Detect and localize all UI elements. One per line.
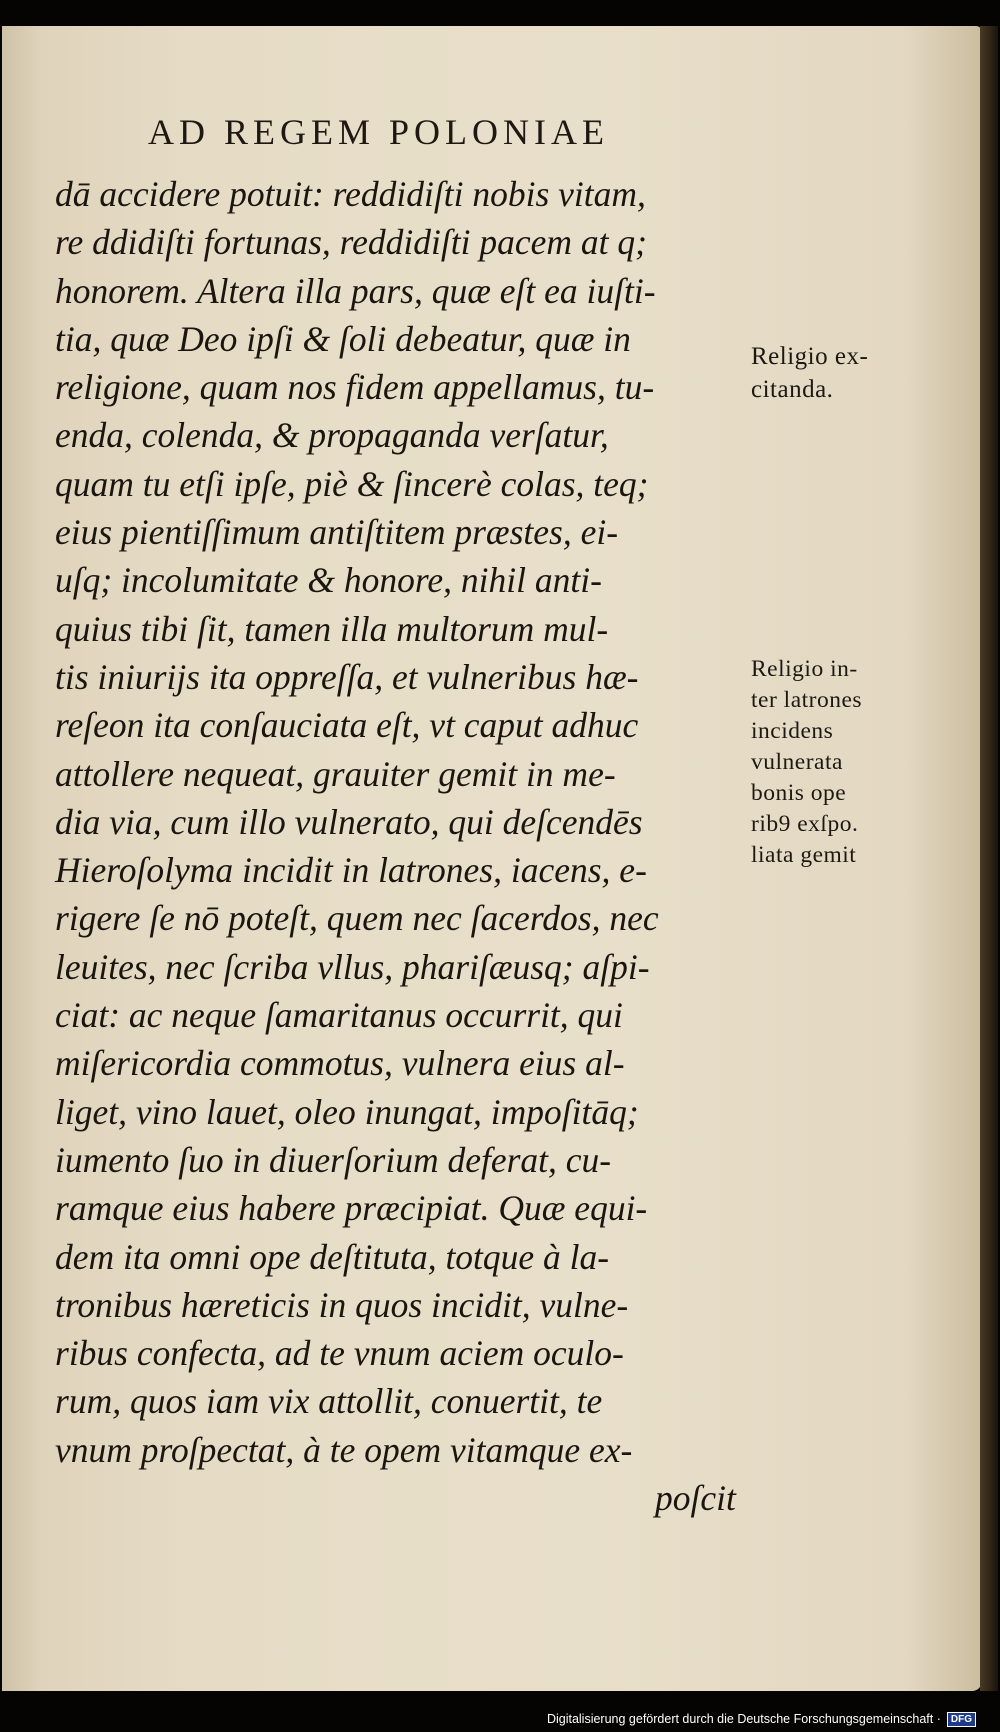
text-line: uſq; incolumitate & honore, nihil anti- <box>55 560 602 601</box>
text-line: attollere nequeat, grauiter gemit in me- <box>55 753 616 794</box>
text-line: tis iniurijs ita oppreſſa, et vulneribus hæ- <box>55 656 639 697</box>
text-line: rigere ſe nō poteſt, quem nec ſacerdos, nec <box>55 898 659 939</box>
text-line: vnum proſpectat, à te opem vitamque ex- <box>55 1429 633 1470</box>
text-line: ramque eius habere præcipiat. Quæ equi- <box>55 1188 648 1229</box>
text-line: rum, quos iam vix attollit, conuertit, te <box>55 1381 603 1422</box>
text-line: eius pientiſſimum antiſtitem præstes, ei- <box>55 512 619 553</box>
text-line: tronibus hæreticis in quos incidit, vulne- <box>55 1284 629 1325</box>
text-line: dem ita omni ope deſtituta, totque à la- <box>55 1236 610 1277</box>
text-line: tia, quæ Deo ipſi & ſoli debeatur, quæ in <box>55 318 631 359</box>
margin-note-line: rib9 exſpo. <box>751 811 859 837</box>
text-line: enda, colenda, & propaganda verſatur, <box>55 415 609 456</box>
margin-note-line: Religio in- <box>751 656 858 682</box>
text-line: Hieroſolyma incidit in latrones, iacens, e- <box>55 850 647 891</box>
catchword: poſcit <box>655 1478 736 1519</box>
text-line: dia via, cum illo vulnerato, qui deſcendēs <box>55 801 643 842</box>
margin-note-line: bonis ope <box>751 780 847 806</box>
margin-note-line: Religio ex- <box>751 343 869 370</box>
text-line: religione, quam nos fidem appellamus, tu- <box>55 367 655 408</box>
margin-note-religio-inter-latrones <box>751 654 862 871</box>
margin-note-line: liata gemit <box>751 842 857 868</box>
text-line: miſericordia commotus, vulnera eius al- <box>55 1043 625 1084</box>
text-line: ciat: ac neque ſamaritanus occurrit, qui <box>55 995 623 1036</box>
funding-credit-text: Digitalisierung gefördert durch die Deutsche Forschungsgemeinschaft · <box>546 1712 941 1726</box>
funding-credit <box>547 1708 976 1730</box>
text-line: honorem. Altera illa pars, quæ eſt ea iuſti- <box>55 270 656 311</box>
dfg-logo-icon: DFG <box>947 1712 976 1727</box>
text-line: dā accidere potuit: reddidiſti nobis vitam, <box>55 174 646 214</box>
margin-note-line: incidens <box>751 718 834 744</box>
text-line: iumento ſuo in diuerſorium deferat, cu- <box>55 1139 612 1180</box>
margin-note-line: vulnerata <box>751 749 843 775</box>
text-line: leuites, nec ſcriba vllus, phariſæusq; aſpi- <box>55 946 650 987</box>
text-line: re ddidiſti fortunas, reddidiſti pacem at q; <box>55 222 647 263</box>
running-title: AD REGEM POLONIAE <box>148 112 609 152</box>
page-edge <box>980 26 998 1691</box>
text-line: reſeon ita conſauciata eſt, vt caput adhuc <box>55 705 639 746</box>
text-line: liget, vino lauet, oleo inungat, impoſitāq; <box>55 1091 639 1132</box>
margin-note-line: citanda. <box>751 376 834 403</box>
margin-note-religio-excitanda <box>751 340 868 406</box>
margin-note-line: ter latrones <box>751 687 863 713</box>
body-text <box>55 170 755 1522</box>
text-line: quam tu etſi ipſe, piè & ſincerè colas, teq; <box>55 463 649 504</box>
text-line: ribus confecta, ad te vnum aciem oculo- <box>55 1333 624 1374</box>
text-line: quius tibi ſit, tamen illa multorum mul- <box>55 608 609 649</box>
